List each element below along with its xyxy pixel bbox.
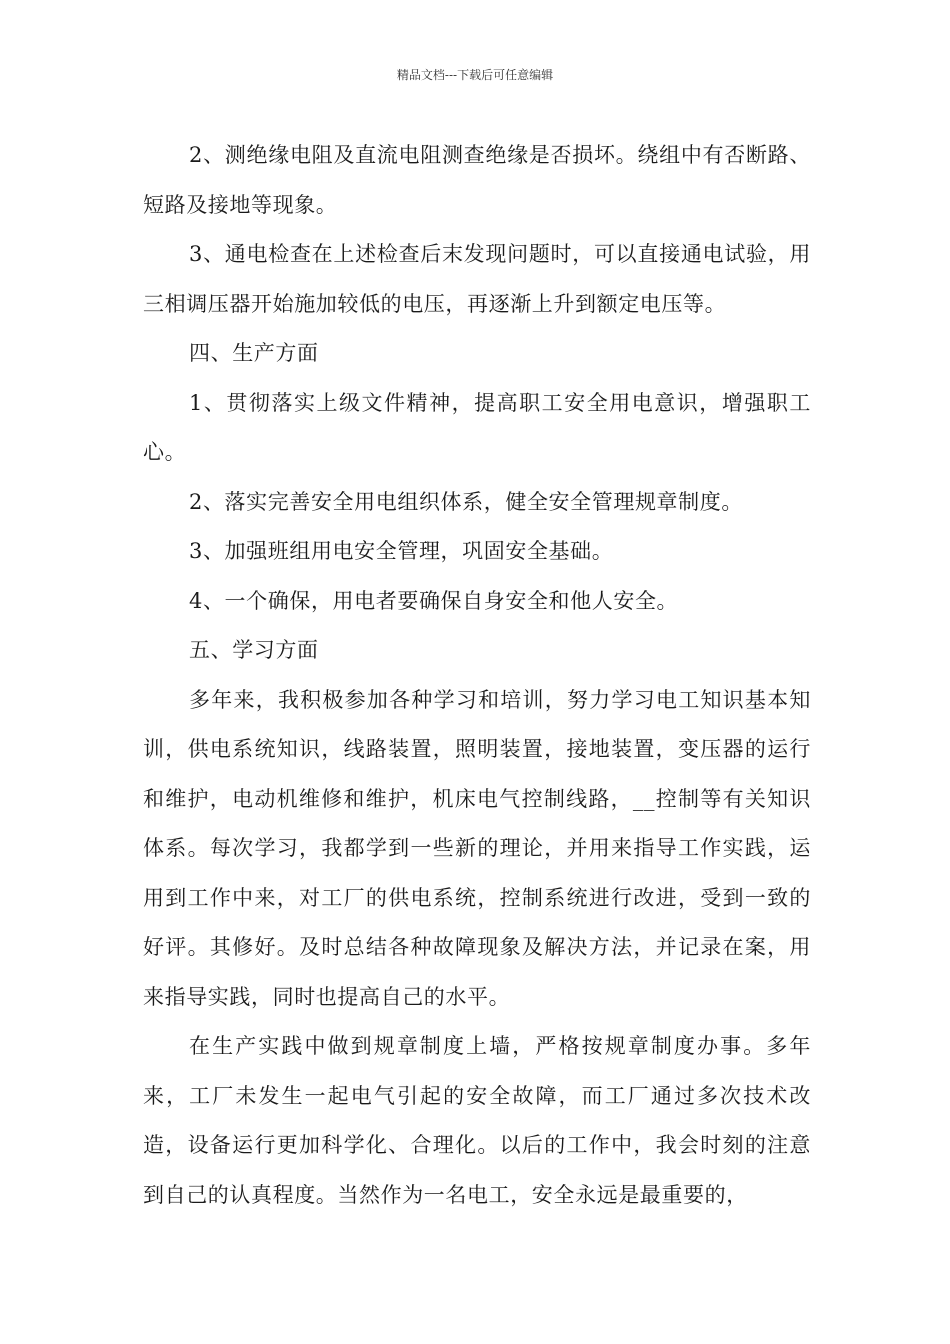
paragraph-power-on-check: 3、通电检查在上述检查后末发现问题时，可以直接通电试验，用三相调压器开始施加较低的电压，再逐渐上升到额定电压等。 bbox=[143, 242, 811, 316]
paragraph-insulation-test: 2、测绝缘电阻及直流电阻测查绝缘是否损坏。绕组中有否断路、短路及接地等现象。 bbox=[143, 143, 811, 217]
page-header: 精品文档---下载后可任意编辑 bbox=[396, 68, 554, 82]
paragraph-learning: 多年来，我积极参加各种学习和培训，努力学习电工知识基本知训，供电系统知识，线路装置，照明装置，接地装置，变压器的运行和维护，电动机维修和维护，机床电气控制线路，__控制等有关知识体系。每次学习，我都学到一些新的理论，并用来指导工作实践，运用到工作中来，对工厂的供电系统，控制系统进行改进，受到一致的好评。其修好。及时总结各种故障现象及解决方法，并记录在案，用来指导实践，同时也提高自己的水平。 bbox=[143, 687, 811, 1009]
section-heading-learning: 五、学习方面 bbox=[189, 638, 319, 662]
paragraph-production-1: 1、贯彻落实上级文件精神，提高职工安全用电意识，增强职工心。 bbox=[143, 390, 811, 464]
paragraph-production-3: 3、加强班组用电安全管理，巩固安全基础。 bbox=[189, 539, 614, 563]
paragraph-production-2: 2、落实完善安全用电组织体系，健全安全管理规章制度。 bbox=[189, 489, 743, 514]
paragraph-production-4: 4、一个确保，用电者要确保自身安全和他人安全。 bbox=[189, 588, 679, 613]
document-body bbox=[143, 131, 811, 1220]
section-heading-production: 四、生产方面 bbox=[189, 341, 319, 365]
paragraph-practice: 在生产实践中做到规章制度上墙，严格按规章制度办事。多年来，工厂未发生一起电气引起的安全故障，而工厂通过多次技术改造，设备运行更加科学化、合理化。以后的工作中，我会时刻的注意到自己的认真程度。当然作为一名电工，安全永远是最重要的， bbox=[143, 1034, 811, 1207]
